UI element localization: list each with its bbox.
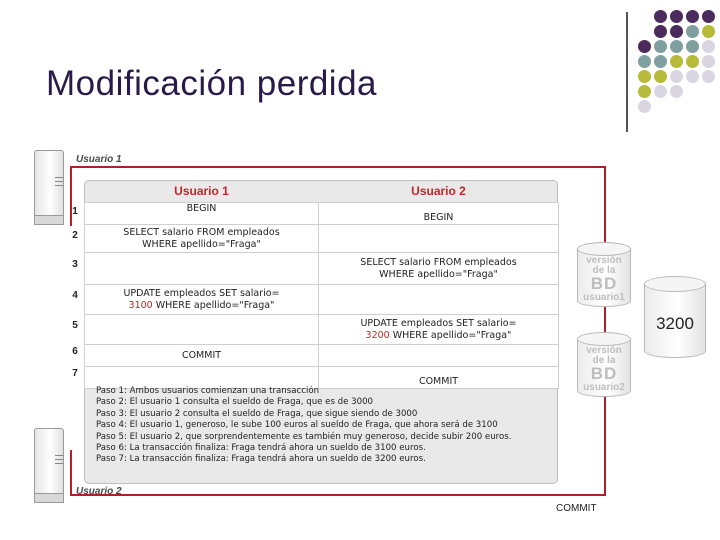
table-header-row bbox=[85, 180, 559, 203]
decorative-dot bbox=[638, 70, 651, 83]
step-note: Paso 6: La transacción finaliza: Fraga tendrá ahora un sueldo de 3100 euros. bbox=[96, 443, 426, 454]
row1-user2-cell: BEGIN bbox=[319, 203, 559, 225]
row5-where-text: WHERE apellido="Fraga" bbox=[389, 329, 512, 341]
row3-user2-cell: SELECT salario FROM empleados WHERE apellido="Fraga" bbox=[319, 253, 559, 285]
decorative-dot bbox=[702, 70, 715, 83]
decorative-dot bbox=[702, 25, 715, 38]
row3-user1-cell bbox=[85, 253, 319, 285]
step-note: Paso 7: La transacción finaliza: Fraga tendrá ahora un sueldo de 3200 euros. bbox=[96, 454, 426, 465]
red-line-right bbox=[604, 166, 606, 496]
steps-table bbox=[84, 180, 559, 389]
row2-user1-cell: SELECT salario FROM empleados WHERE apellido="Fraga" bbox=[85, 225, 319, 253]
decorative-dot bbox=[686, 40, 699, 53]
red-line-bottom bbox=[70, 494, 606, 496]
user1-server-icon bbox=[34, 150, 64, 224]
row-number: 6 bbox=[72, 346, 78, 357]
row-number: 7 bbox=[72, 368, 78, 379]
main-database-icon bbox=[644, 276, 706, 360]
db-user2-bd: BD bbox=[590, 364, 618, 383]
table-row bbox=[85, 203, 559, 225]
row6-user1-cell: COMMIT bbox=[85, 345, 319, 367]
user2-label: Usuario 2 bbox=[76, 486, 122, 497]
decorative-dot bbox=[638, 40, 651, 53]
step-note: Paso 1: Ambos usuarios comienzan una transacción bbox=[96, 386, 320, 396]
decorative-dot bbox=[670, 70, 683, 83]
table-row bbox=[85, 253, 559, 285]
decorative-dot bbox=[702, 55, 715, 68]
decorative-dot bbox=[670, 55, 683, 68]
table-row bbox=[85, 345, 559, 367]
row-number: 4 bbox=[72, 290, 78, 301]
decorative-dot bbox=[654, 40, 667, 53]
db-user2-name: usuario2 bbox=[583, 382, 625, 393]
db-user2-icon bbox=[577, 332, 631, 400]
row5-update-text: UPDATE empleados SET salario= bbox=[360, 317, 517, 329]
decorative-dot bbox=[686, 70, 699, 83]
row4-where-text: WHERE apellido="Fraga" bbox=[152, 299, 275, 311]
row1-user1-cell: BEGIN bbox=[85, 203, 319, 225]
row7-user2-cell: COMMIT bbox=[319, 367, 559, 389]
table-row bbox=[85, 285, 559, 315]
row5-salary-value: 3200 bbox=[365, 329, 390, 341]
column-header-user2: Usuario 2 bbox=[411, 184, 466, 198]
decorative-dot bbox=[670, 10, 683, 23]
column-header-user1: Usuario 1 bbox=[174, 184, 229, 198]
decorative-dot bbox=[702, 40, 715, 53]
db-user1-name: usuario1 bbox=[583, 292, 625, 303]
row6-user2-cell bbox=[319, 345, 559, 367]
row-number: 3 bbox=[72, 259, 78, 270]
db-user1-line1: versión de la bbox=[586, 255, 622, 276]
decorative-dot bbox=[670, 25, 683, 38]
user2-server-icon bbox=[34, 428, 64, 502]
row4-salary-value: 3100 bbox=[128, 299, 153, 311]
decorative-dot-grid bbox=[638, 10, 720, 120]
main-database-value: 3200 bbox=[656, 314, 694, 333]
decorative-dot bbox=[686, 10, 699, 23]
slide-title: Modificación perdida bbox=[46, 64, 378, 103]
step-notes bbox=[96, 386, 511, 466]
red-line-top bbox=[70, 166, 606, 168]
row-number: 2 bbox=[72, 230, 78, 241]
decorative-dot bbox=[654, 25, 667, 38]
step-note: Paso 3: El usuario 2 consulta el sueldo de Fraga, que sigue siendo de 3000 bbox=[96, 408, 418, 419]
table-row bbox=[85, 315, 559, 345]
row4-user1-cell bbox=[85, 285, 319, 315]
db-user1-icon bbox=[577, 242, 631, 310]
red-line-left-bottom bbox=[70, 450, 72, 496]
step-note: Paso 4: El usuario 1, generoso, le sube 100 euros al sueldo de Fraga, que ahora será de 3100 bbox=[96, 420, 498, 431]
row4-update-text: UPDATE empleados SET salario= bbox=[123, 287, 280, 299]
title-divider bbox=[626, 12, 628, 132]
decorative-dot bbox=[654, 10, 667, 23]
decorative-dot bbox=[638, 85, 651, 98]
step-note: Paso 5: El usuario 2, que sorprendentemente es también muy generoso, decide subir 200 euros. bbox=[96, 431, 512, 442]
user1-label: Usuario 1 bbox=[76, 154, 122, 165]
row-number: 5 bbox=[72, 320, 78, 331]
decorative-dot bbox=[638, 55, 651, 68]
row-number: 1 bbox=[72, 206, 78, 217]
row4-user2-cell bbox=[319, 285, 559, 315]
decorative-dot bbox=[654, 85, 667, 98]
db-user2-line1: versión de la bbox=[586, 345, 622, 366]
decorative-dot bbox=[654, 70, 667, 83]
commit-label: COMMIT bbox=[556, 503, 597, 514]
decorative-dot bbox=[670, 85, 683, 98]
row2-user2-cell bbox=[319, 225, 559, 253]
decorative-dot bbox=[686, 55, 699, 68]
decorative-dot bbox=[638, 100, 651, 113]
decorative-dot bbox=[702, 10, 715, 23]
red-line-left-top bbox=[70, 166, 72, 226]
db-user1-bd: BD bbox=[590, 274, 618, 293]
row5-user2-cell bbox=[319, 315, 559, 345]
decorative-dot bbox=[654, 55, 667, 68]
decorative-dot bbox=[686, 25, 699, 38]
step-note: Paso 2: El usuario 1 consulta el sueldo de Fraga, que es de 3000 bbox=[96, 397, 374, 408]
row5-user1-cell bbox=[85, 315, 319, 345]
decorative-dot bbox=[670, 40, 683, 53]
table-row bbox=[85, 225, 559, 253]
